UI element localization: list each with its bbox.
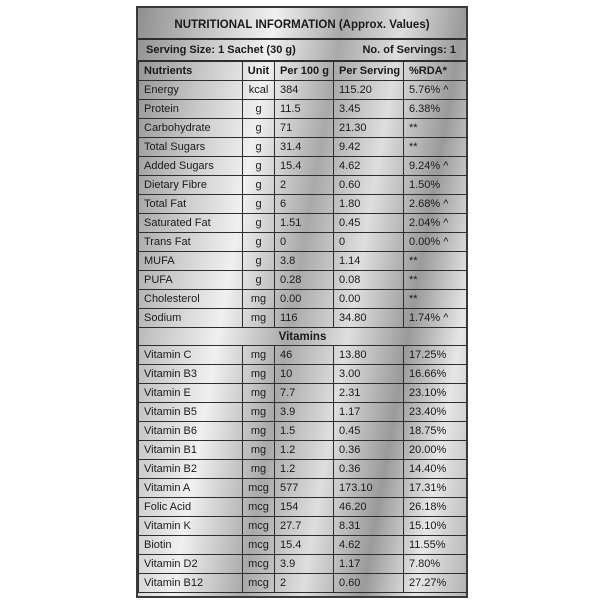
unit-cell: mg bbox=[243, 346, 275, 365]
servings-count: No. of Servings: 1 bbox=[362, 44, 456, 56]
serving-info bbox=[138, 40, 466, 61]
per-100g-value: 10 bbox=[275, 365, 334, 384]
rda-value: ** bbox=[404, 138, 467, 157]
rda-value: ** bbox=[404, 252, 467, 271]
rda-value: 27.27% bbox=[404, 574, 467, 593]
table-row bbox=[139, 498, 467, 517]
nutrient-name: Vitamin B12 bbox=[139, 574, 243, 593]
rda-value: 15.10% bbox=[404, 517, 467, 536]
per-100g-value: 6 bbox=[275, 195, 334, 214]
nutrient-name: Biotin bbox=[139, 536, 243, 555]
per-100g-value: 3.8 bbox=[275, 252, 334, 271]
rda-value: 18.75% bbox=[404, 422, 467, 441]
per-serving-value: 21.30 bbox=[334, 119, 404, 138]
unit-cell: g bbox=[243, 214, 275, 233]
per-serving-value: 1.17 bbox=[334, 403, 404, 422]
per-serving-value: 1.17 bbox=[334, 555, 404, 574]
per-serving-value: 115.20 bbox=[334, 81, 404, 100]
per-serving-value: 3.00 bbox=[334, 365, 404, 384]
table-row bbox=[139, 422, 467, 441]
per-serving-value: 0.36 bbox=[334, 460, 404, 479]
per-serving-value: 0.08 bbox=[334, 271, 404, 290]
nutrient-name: Added Sugars bbox=[139, 157, 243, 176]
per-100g-value: 3.9 bbox=[275, 403, 334, 422]
nutrient-name: Folic Acid bbox=[139, 498, 243, 517]
nutrient-name: Sodium bbox=[139, 309, 243, 328]
table-row bbox=[139, 403, 467, 422]
per-100g-value: 0.00 bbox=[275, 290, 334, 309]
rda-value: 23.10% bbox=[404, 384, 467, 403]
per-100g-value: 2 bbox=[275, 574, 334, 593]
header-per-serving: Per Serving bbox=[334, 62, 404, 81]
per-serving-value: 34.80 bbox=[334, 309, 404, 328]
table-row bbox=[139, 271, 467, 290]
table-row bbox=[139, 157, 467, 176]
nutrient-name: Carbohydrate bbox=[139, 119, 243, 138]
unit-cell: g bbox=[243, 252, 275, 271]
table-row bbox=[139, 233, 467, 252]
header-nutrients: Nutrients bbox=[139, 62, 243, 81]
per-serving-value: 3.45 bbox=[334, 100, 404, 119]
rda-value: 17.31% bbox=[404, 479, 467, 498]
per-serving-value: 2.31 bbox=[334, 384, 404, 403]
per-serving-value: 1.14 bbox=[334, 252, 404, 271]
table-row bbox=[139, 555, 467, 574]
per-serving-value: 46.20 bbox=[334, 498, 404, 517]
rda-value: 6.38% bbox=[404, 100, 467, 119]
nutrient-rows bbox=[139, 81, 467, 328]
unit-cell: g bbox=[243, 271, 275, 290]
vitamins-heading-row bbox=[139, 328, 467, 346]
nutrient-name: Vitamin E bbox=[139, 384, 243, 403]
rda-value: 0.00% ^ bbox=[404, 233, 467, 252]
per-100g-value: 0.28 bbox=[275, 271, 334, 290]
per-serving-value: 13.80 bbox=[334, 346, 404, 365]
unit-cell: g bbox=[243, 138, 275, 157]
nutrient-name: PUFA bbox=[139, 271, 243, 290]
per-100g-value: 154 bbox=[275, 498, 334, 517]
per-100g-value: 15.4 bbox=[275, 536, 334, 555]
nutrient-name: Vitamin C bbox=[139, 346, 243, 365]
nutrient-name: Vitamin B5 bbox=[139, 403, 243, 422]
table-row bbox=[139, 81, 467, 100]
per-serving-value: 173.10 bbox=[334, 479, 404, 498]
table-row bbox=[139, 309, 467, 328]
unit-cell: g bbox=[243, 195, 275, 214]
per-100g-value: 116 bbox=[275, 309, 334, 328]
per-100g-value: 46 bbox=[275, 346, 334, 365]
table-row bbox=[139, 176, 467, 195]
table-row bbox=[139, 214, 467, 233]
per-100g-value: 7.7 bbox=[275, 384, 334, 403]
per-100g-value: 71 bbox=[275, 119, 334, 138]
per-serving-value: 0.00 bbox=[334, 290, 404, 309]
rda-value: ** bbox=[404, 290, 467, 309]
table-row bbox=[139, 195, 467, 214]
rda-value: 26.18% bbox=[404, 498, 467, 517]
nutrient-name: Saturated Fat bbox=[139, 214, 243, 233]
per-serving-value: 9.42 bbox=[334, 138, 404, 157]
unit-cell: mg bbox=[243, 365, 275, 384]
per-100g-value: 15.4 bbox=[275, 157, 334, 176]
per-100g-value: 577 bbox=[275, 479, 334, 498]
label-title: NUTRITIONAL INFORMATION (Approx. Values) bbox=[138, 8, 466, 40]
unit-cell: mcg bbox=[243, 536, 275, 555]
unit-cell: g bbox=[243, 119, 275, 138]
rda-value: 11.55% bbox=[404, 536, 467, 555]
rda-value: 20.00% bbox=[404, 441, 467, 460]
serving-size: Serving Size: 1 Sachet (30 g) bbox=[146, 44, 296, 56]
rda-value: 1.74% ^ bbox=[404, 309, 467, 328]
nutrient-name: Total Sugars bbox=[139, 138, 243, 157]
unit-cell: mg bbox=[243, 441, 275, 460]
header-row bbox=[139, 62, 467, 81]
per-100g-value: 27.7 bbox=[275, 517, 334, 536]
nutrient-name: Cholesterol bbox=[139, 290, 243, 309]
table-row bbox=[139, 460, 467, 479]
nutrient-name: Trans Fat bbox=[139, 233, 243, 252]
table-row bbox=[139, 252, 467, 271]
table-row bbox=[139, 441, 467, 460]
nutrient-name: Vitamin B2 bbox=[139, 460, 243, 479]
unit-cell: mg bbox=[243, 422, 275, 441]
per-100g-value: 1.2 bbox=[275, 441, 334, 460]
rda-value: 2.04% ^ bbox=[404, 214, 467, 233]
table-row bbox=[139, 479, 467, 498]
unit-cell: mcg bbox=[243, 574, 275, 593]
per-100g-value: 2 bbox=[275, 176, 334, 195]
unit-cell: g bbox=[243, 100, 275, 119]
nutrient-name: Vitamin K bbox=[139, 517, 243, 536]
rda-value: 14.40% bbox=[404, 460, 467, 479]
nutrient-name: Energy bbox=[139, 81, 243, 100]
nutrient-name: Vitamin B3 bbox=[139, 365, 243, 384]
unit-cell: mcg bbox=[243, 498, 275, 517]
unit-cell: g bbox=[243, 176, 275, 195]
per-serving-value: 0.60 bbox=[334, 574, 404, 593]
table-row bbox=[139, 138, 467, 157]
per-serving-value: 4.62 bbox=[334, 157, 404, 176]
unit-cell: mg bbox=[243, 384, 275, 403]
table-row bbox=[139, 365, 467, 384]
per-100g-value: 384 bbox=[275, 81, 334, 100]
rda-value: ** bbox=[404, 271, 467, 290]
vitamins-heading: Vitamins bbox=[139, 328, 467, 346]
table-row bbox=[139, 346, 467, 365]
per-serving-value: 8.31 bbox=[334, 517, 404, 536]
per-100g-value: 1.51 bbox=[275, 214, 334, 233]
nutrient-name: Vitamin A bbox=[139, 479, 243, 498]
nutrient-name: Protein bbox=[139, 100, 243, 119]
nutrient-name: Vitamin D2 bbox=[139, 555, 243, 574]
unit-cell: mg bbox=[243, 290, 275, 309]
unit-cell: kcal bbox=[243, 81, 275, 100]
nutrient-name: Vitamin B1 bbox=[139, 441, 243, 460]
per-serving-value: 0.45 bbox=[334, 422, 404, 441]
unit-cell: mg bbox=[243, 460, 275, 479]
rda-value: 23.40% bbox=[404, 403, 467, 422]
table-row bbox=[139, 384, 467, 403]
unit-cell: mcg bbox=[243, 479, 275, 498]
per-100g-value: 1.5 bbox=[275, 422, 334, 441]
per-serving-value: 0.60 bbox=[334, 176, 404, 195]
nutrient-name: Vitamin B6 bbox=[139, 422, 243, 441]
rda-value: 7.80% bbox=[404, 555, 467, 574]
nutrition-table bbox=[138, 61, 467, 593]
nutrient-name: Dietary Fibre bbox=[139, 176, 243, 195]
unit-cell: mcg bbox=[243, 517, 275, 536]
rda-value: 9.24% ^ bbox=[404, 157, 467, 176]
unit-cell: g bbox=[243, 157, 275, 176]
table-row bbox=[139, 119, 467, 138]
rda-value: 1.50% bbox=[404, 176, 467, 195]
unit-cell: g bbox=[243, 233, 275, 252]
per-100g-value: 3.9 bbox=[275, 555, 334, 574]
unit-cell: mg bbox=[243, 309, 275, 328]
table-row bbox=[139, 536, 467, 555]
per-100g-value: 11.5 bbox=[275, 100, 334, 119]
header-unit: Unit bbox=[243, 62, 275, 81]
per-serving-value: 4.62 bbox=[334, 536, 404, 555]
vitamin-rows bbox=[139, 346, 467, 593]
per-serving-value: 0.45 bbox=[334, 214, 404, 233]
nutrition-label bbox=[136, 6, 468, 598]
header-rda: %RDA* bbox=[404, 62, 467, 81]
per-serving-value: 0 bbox=[334, 233, 404, 252]
per-100g-value: 31.4 bbox=[275, 138, 334, 157]
per-100g-value: 0 bbox=[275, 233, 334, 252]
nutrient-name: MUFA bbox=[139, 252, 243, 271]
rda-value: 16.66% bbox=[404, 365, 467, 384]
per-serving-value: 1.80 bbox=[334, 195, 404, 214]
rda-value: 17.25% bbox=[404, 346, 467, 365]
per-100g-value: 1.2 bbox=[275, 460, 334, 479]
rda-value: 2.68% ^ bbox=[404, 195, 467, 214]
per-serving-value: 0.36 bbox=[334, 441, 404, 460]
nutrient-name: Total Fat bbox=[139, 195, 243, 214]
header-per-100g: Per 100 g bbox=[275, 62, 334, 81]
unit-cell: mg bbox=[243, 403, 275, 422]
rda-value: ** bbox=[404, 119, 467, 138]
unit-cell: mcg bbox=[243, 555, 275, 574]
rda-value: 5.76% ^ bbox=[404, 81, 467, 100]
table-row bbox=[139, 517, 467, 536]
table-row bbox=[139, 290, 467, 309]
table-row bbox=[139, 100, 467, 119]
table-row bbox=[139, 574, 467, 593]
